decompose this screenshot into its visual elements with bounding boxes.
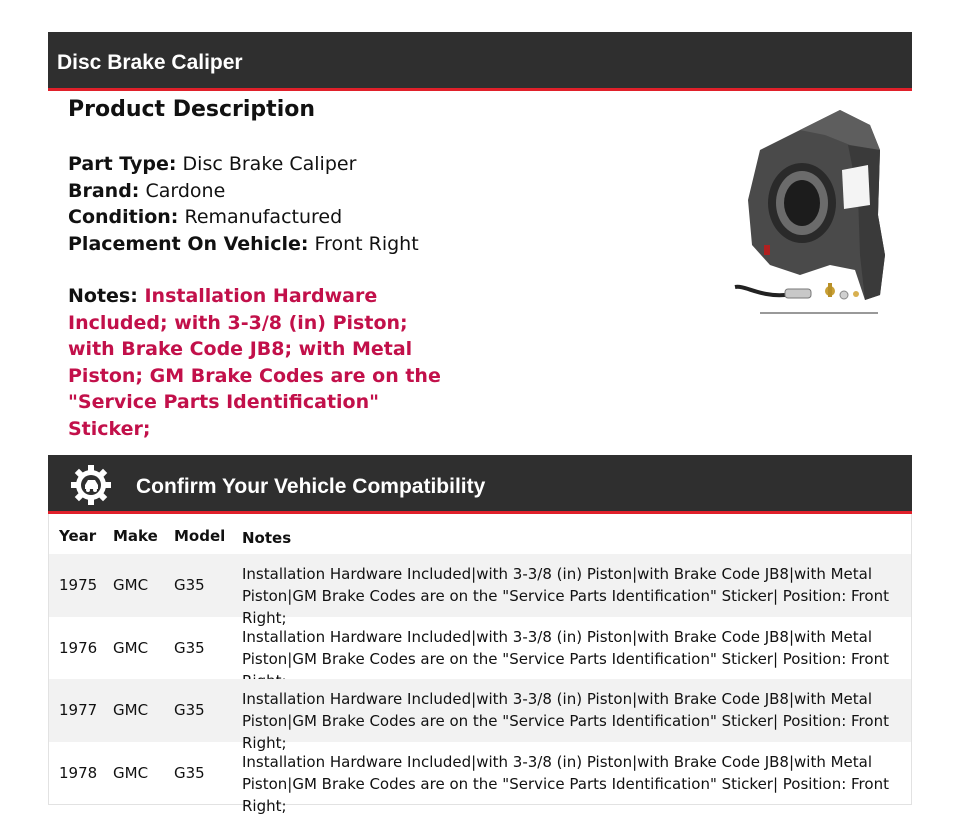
cell-year: 1977 bbox=[59, 701, 98, 719]
cell-model: G35 bbox=[174, 701, 205, 719]
gear-car-icon bbox=[70, 464, 112, 506]
column-header-model: Model bbox=[174, 527, 226, 545]
table-row bbox=[49, 679, 911, 752]
table-row bbox=[49, 742, 911, 815]
cell-notes: Installation Hardware Included|with 3-3/8 (in) Piston|with Brake Code JB8|with Metal Piston|GM Brake Codes are on the "Service Parts Identification" Sticker| Position: Front bbox=[242, 627, 889, 668]
notes-value: Installation Hardware Included; with 3-3/8 (in) Piston; with Brake Code JB8; with Metal Piston; GM Brake Codes are on the "Service Parts Identification" Sticker; bbox=[68, 285, 441, 440]
spec-label: Condition: bbox=[68, 206, 179, 228]
spec-part-type bbox=[68, 151, 419, 178]
spec-value: Cardone bbox=[145, 179, 226, 202]
spec-value: Disc Brake Caliper bbox=[182, 153, 357, 175]
cell-model: G35 bbox=[174, 638, 205, 657]
cell-notes: Installation Hardware Included|with 3-3/8 (in) Piston|with Brake Code JB8|with Metal Piston|GM Brake Codes are on the "Service Parts Identification" Sticker| Position: Front Right; bbox=[242, 565, 889, 627]
cell-make: GMC bbox=[113, 638, 149, 657]
table-row bbox=[49, 554, 911, 627]
cell-make: GMC bbox=[113, 763, 149, 782]
notes-label: Notes: bbox=[68, 285, 138, 307]
column-header-notes: Notes bbox=[242, 529, 292, 547]
column-header-year: Year bbox=[59, 527, 97, 545]
table-header bbox=[49, 514, 911, 554]
column-header-make: Make bbox=[113, 527, 158, 545]
description-title: Product Description bbox=[68, 97, 316, 122]
compatibility-title: Confirm Your Vehicle Compatibility bbox=[136, 475, 486, 498]
table-row bbox=[49, 617, 911, 680]
compatibility-table bbox=[48, 514, 912, 815]
cell-notes: Installation Hardware Included|with 3-3/8 (in) Piston|with Brake Code JB8|with Metal Piston|GM Brake Codes are on the "Service Parts Identification" Sticker| Position: Front Right; bbox=[242, 752, 889, 815]
cell-model: G35 bbox=[174, 763, 205, 782]
spec-value: Remanufactured bbox=[184, 206, 343, 228]
product-notes bbox=[68, 283, 458, 442]
spec-placement bbox=[68, 231, 419, 258]
spec-condition bbox=[68, 204, 419, 231]
cell-make: GMC bbox=[113, 701, 149, 719]
spec-label: Placement On Vehicle: bbox=[68, 232, 309, 255]
cell-make: GMC bbox=[113, 576, 149, 594]
brake-caliper-photo bbox=[730, 105, 890, 320]
spec-brand bbox=[68, 178, 419, 205]
cell-model: G35 bbox=[174, 576, 205, 594]
spec-label: Brand: bbox=[68, 179, 140, 202]
product-header bbox=[48, 32, 912, 91]
spec-list bbox=[68, 151, 419, 257]
cell-year: 1978 bbox=[59, 763, 98, 782]
product-title: Disc Brake Caliper bbox=[57, 51, 243, 74]
cell-year: 1976 bbox=[59, 638, 98, 657]
cell-notes: Installation Hardware Included|with 3-3/8 (in) Piston|with Brake Code JB8|with Metal Piston|GM Brake Codes are on the "Service Parts Identification" Sticker| Position: Front Right; bbox=[242, 690, 889, 752]
spec-value: Front Right bbox=[314, 232, 419, 255]
cell-year: 1975 bbox=[59, 576, 98, 594]
spec-label: Part Type: bbox=[68, 153, 177, 175]
compatibility-header bbox=[48, 455, 912, 514]
